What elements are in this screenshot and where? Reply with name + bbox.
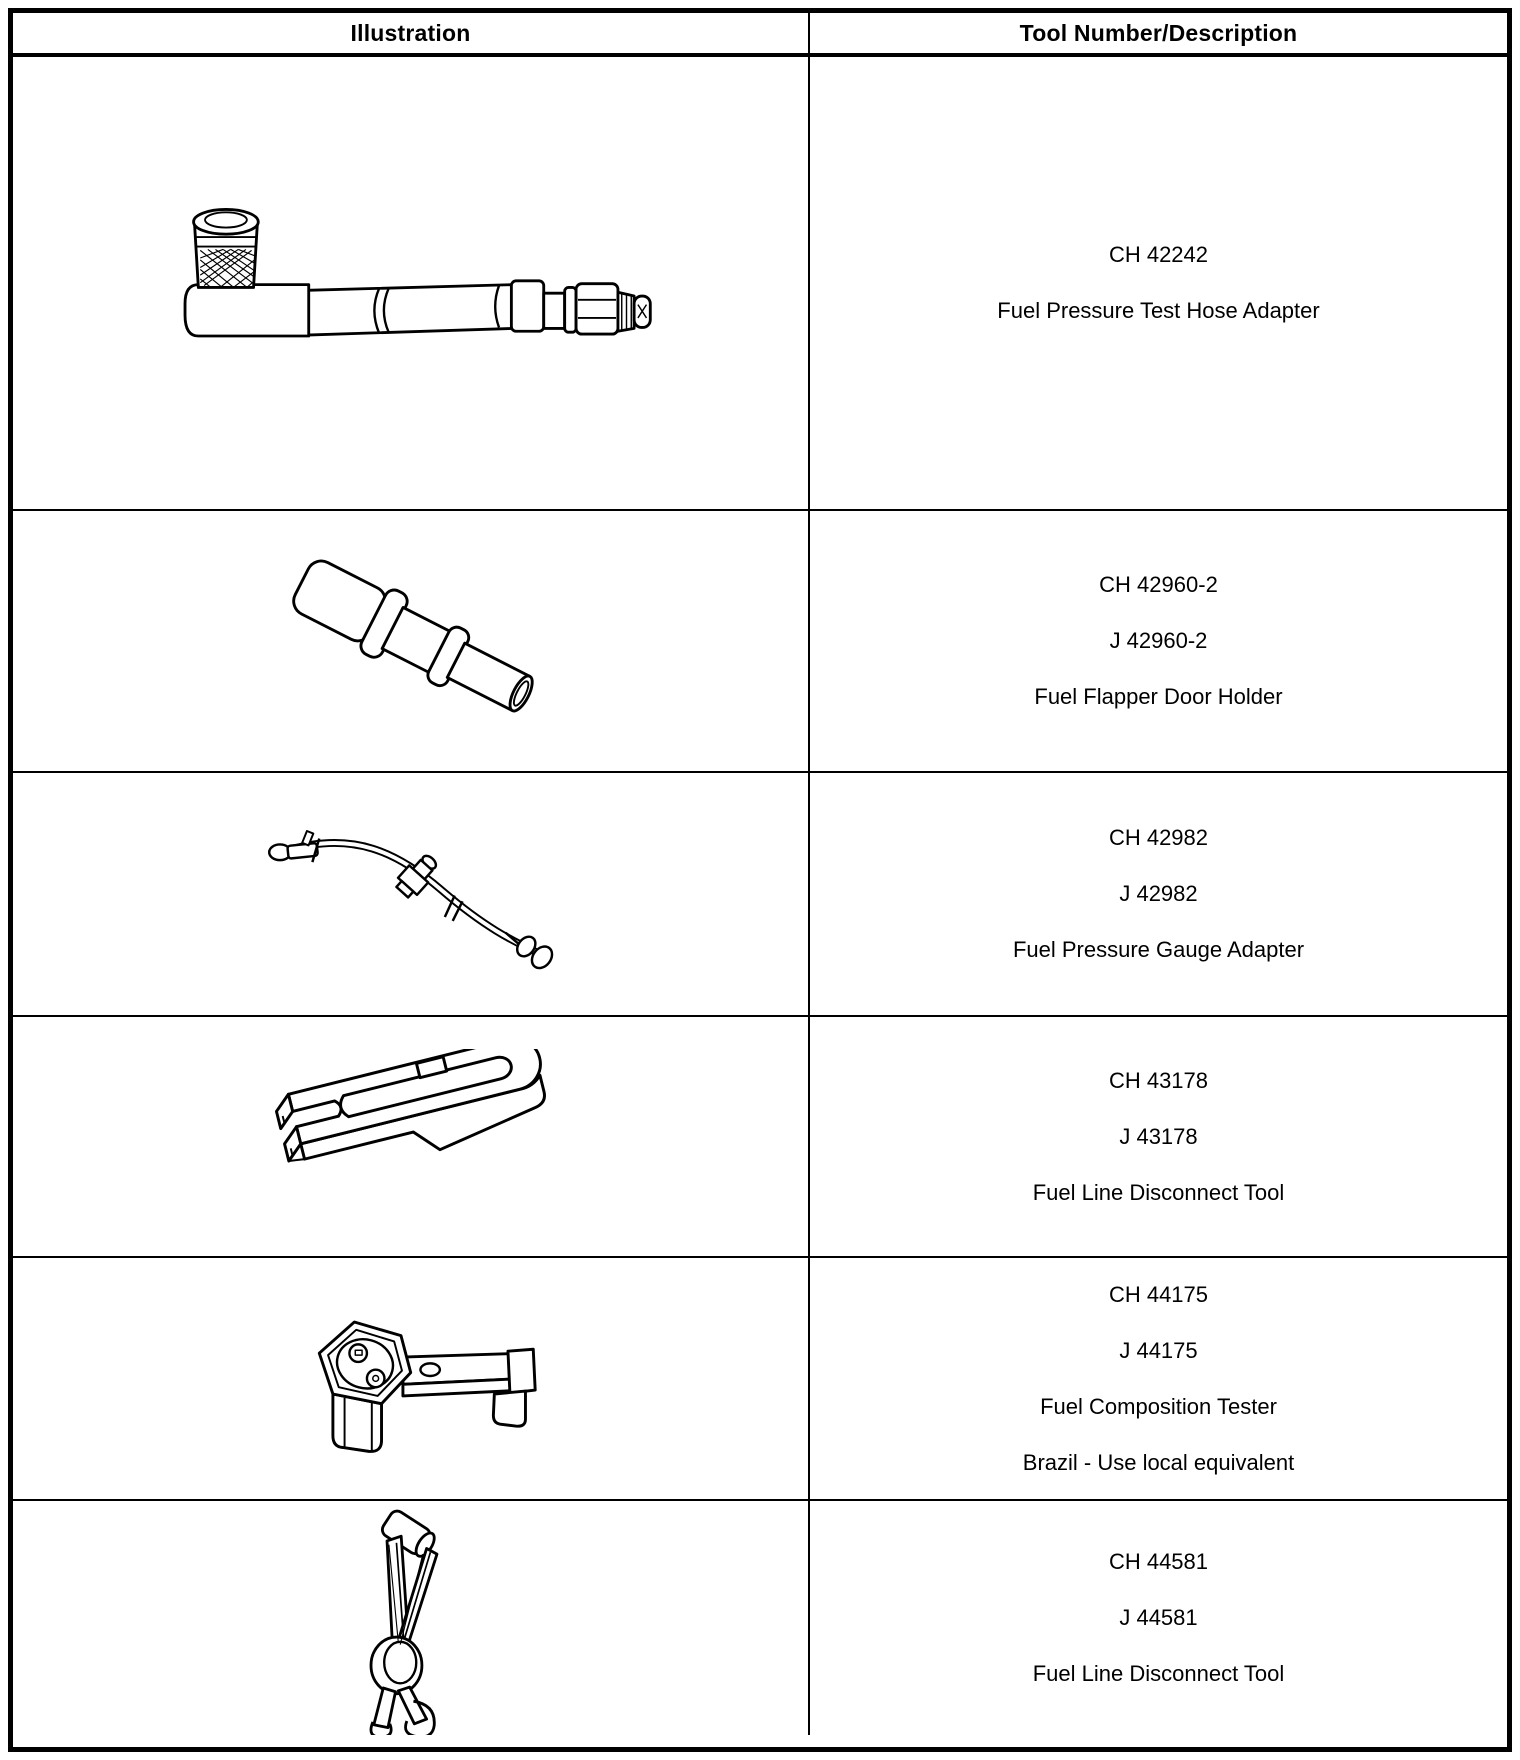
illustration-cell [13,1501,808,1735]
illustration-cell [13,1017,808,1256]
description-cell [808,511,1507,771]
fuel-flapper-door-holder-illustration [286,539,536,727]
tool-description: Fuel Pressure Test Hose Adapter [997,298,1320,323]
fuel-line-disconnect-tool-scissor-illustration [338,1505,470,1735]
tool-number-ch: CH 42960-2 [1099,572,1218,597]
description-cell [808,1017,1507,1256]
tool-description: Fuel Flapper Door Holder [1034,684,1283,709]
table-row [13,1256,1507,1499]
description-cell [808,1258,1507,1499]
tool-description: Fuel Line Disconnect Tool [1032,1179,1285,1205]
table-row [13,509,1507,771]
tool-number-j: J 42960-2 [1109,628,1208,653]
illustration-cell [13,511,808,771]
tool-number-j: J 44581 [1119,1605,1198,1630]
table-row [13,1499,1507,1735]
illustration-cell [13,773,808,1015]
table-row [13,57,1507,509]
tool-number-j: J 43178 [1119,1123,1198,1149]
tool-description: Fuel Composition Tester [1040,1393,1277,1419]
header-tool-number-description: Tool Number/Description [808,13,1507,53]
tool-number-ch: CH 44175 [1108,1281,1209,1307]
tool-number-j: J 42982 [1119,881,1198,906]
description-cell [808,57,1507,509]
special-tools-table [8,8,1512,1752]
tool-number-ch: CH 42242 [1108,242,1209,267]
table-row [13,1015,1507,1256]
fuel-line-disconnect-tool-illustration [263,1049,558,1221]
description-cell [808,1501,1507,1735]
tool-description: Fuel Pressure Gauge Adapter [1012,937,1305,962]
fuel-pressure-test-hose-adapter-illustration [166,195,656,340]
tool-number-ch: CH 44581 [1108,1549,1209,1574]
fuel-composition-tester-illustration [294,1316,542,1472]
illustration-cell [13,57,808,509]
table-header-row [13,13,1507,57]
table-row [13,771,1507,1015]
tool-number-ch: CH 42982 [1108,825,1209,850]
fuel-pressure-gauge-adapter-illustration [258,815,563,972]
header-illustration: Illustration [350,19,471,46]
description-cell [808,773,1507,1015]
illustration-cell [13,1258,808,1499]
tool-description: Fuel Line Disconnect Tool [1032,1661,1285,1686]
tool-number-ch: CH 43178 [1108,1067,1209,1093]
tool-number-j: J 44175 [1119,1337,1198,1363]
tool-note: Brazil - Use local equivalent [1022,1449,1295,1475]
